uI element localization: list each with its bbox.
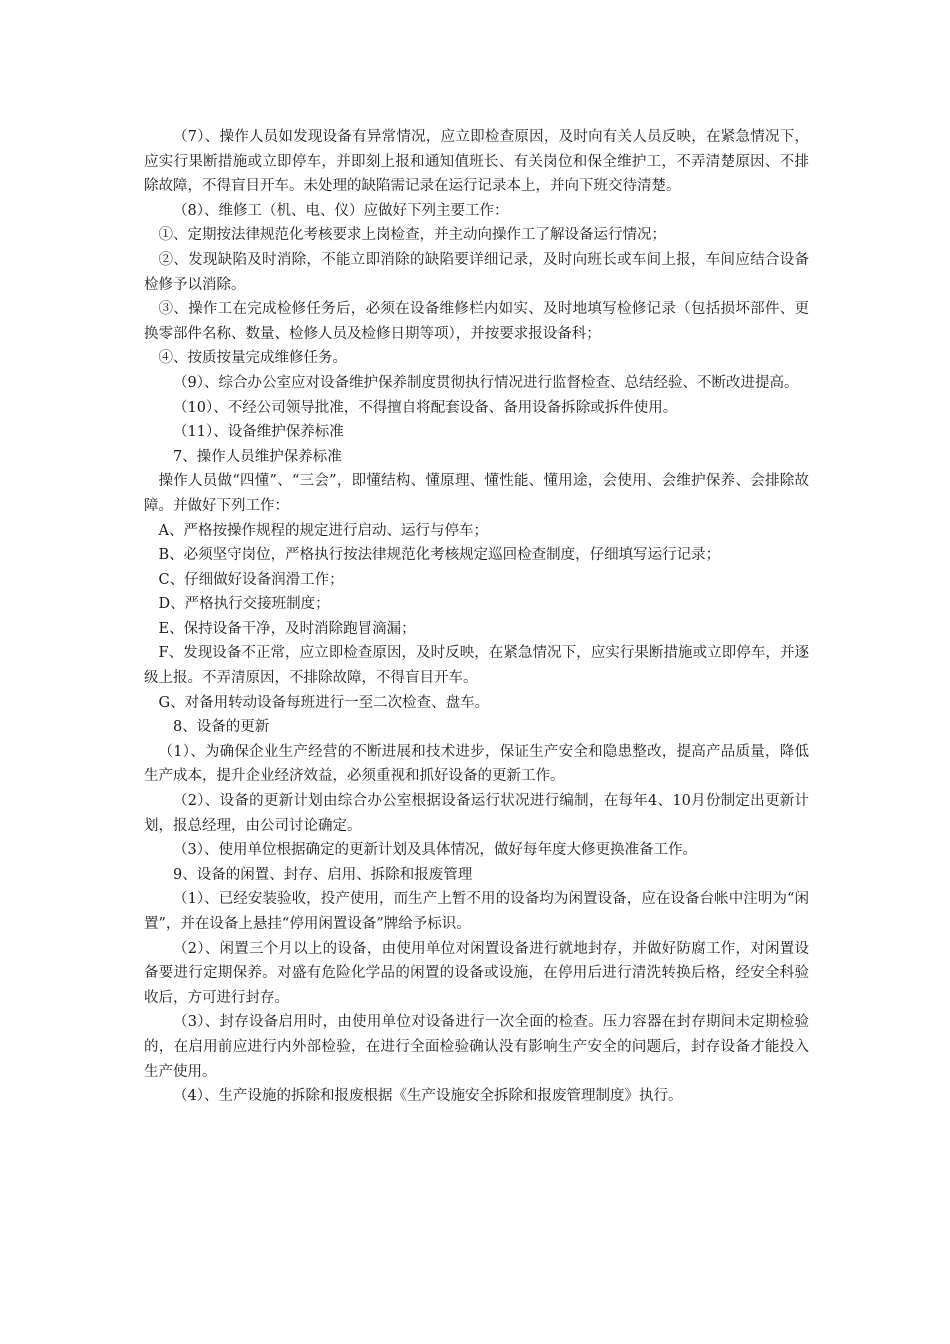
section-heading-8: 8、设备的更新	[173, 719, 270, 736]
update-item-1: （1）、为确保企业生产经营的不断进展和技术进步，保证生产安全和隐患整改，提高产品质量，降低生产成本，提升企业经济效益，必须重视和抓好设备的更新工作。	[144, 743, 809, 785]
idle-item-4: （4）、生产设施的拆除和报废根据《生产设施安全拆除和报废管理制度》执行。	[173, 1088, 683, 1105]
paragraph-8-item-4: ④、按质按量完成维修任务。	[158, 350, 347, 367]
paragraph-7: （7）、操作人员如发现设备有异常情况，应立即检查原因，及时向有关人员反映，在紧急情况下，应实行果断措施或立即停车，并即刻上报和通知值班长、有关岗位和保全维护工，不弄清楚原因、不排除故障，不得盲目开车。未处理的缺陷需记录在运行记录本上，并向下班交待清楚。	[144, 129, 809, 195]
idle-item-2: （2）、闲置三个月以上的设备，由使用单位对闲置设备进行就地封存，并做好防腐工作，对闲置设备要进行定期保养。对盛有危险化学品的闲置的设备或设施，在停用后进行清洗转换后格，经安全科验收后，方可进行封存。	[144, 940, 809, 1006]
update-item-2: （2）、设备的更新计划由综合办公室根据设备运行状况进行编制，在每年4、10月份制定出更新计划，报总经理，由公司讨论确定。	[144, 793, 809, 834]
idle-item-1: （1）、已经安装验收，投产使用，而生产上暂不用的设备均为闲置设备，应在设备台帐中注明为“闲置”，并在设备上悬挂“停用闲置设备”牌给予标识。	[144, 891, 809, 932]
operator-intro: 操作人员做“四懂”、“三会”，即懂结构、懂原理、懂性能、懂用途，会使用、会维护保养、会排除故障。并做好下列工作：	[144, 473, 809, 514]
operator-item-c: C、仔细做好设备润滑工作；	[158, 571, 344, 588]
paragraph-10: （10）、不经公司领导批准，不得擅自将配套设备、备用设备拆除或拆件使用。	[173, 399, 678, 416]
update-item-3: （3）、使用单位根据确定的更新计划及具体情况，做好每年度大修更换准备工作。	[173, 842, 697, 859]
operator-item-f: F、发现设备不正常，应立即检查原因，及时反映，在紧急情况下，应实行果断措施或立即停车，并逐级上报。不弄清原因，不排除故障，不得盲目开车。	[144, 645, 809, 687]
paragraph-8: （8）、维修工（机、电、仪）应做好下列主要工作：	[173, 202, 509, 219]
operator-item-e: E、保持设备干净，及时消除跑冒滴漏；	[158, 620, 416, 637]
paragraph-8-item-3: ③、操作工在完成检修任务后，必须在设备维修栏内如实、及时地填写检修记录（包括损坏部件、更换零部件名称、数量、检修人员及检修日期等项），并按要求报设备科；	[144, 301, 809, 342]
paragraph-8-item-2: ②、发现缺陷及时消除，不能立即消除的缺陷要详细记录，及时向班长或车间上报，车间应结合设备检修予以消除。	[144, 251, 809, 293]
document-body	[144, 125, 809, 1109]
section-heading-9: 9、设备的闲置、封存、启用、拆除和报废管理	[173, 866, 473, 883]
operator-item-g: G、对备用转动设备每班进行一至二次检查、盘车。	[158, 694, 490, 711]
paragraph-8-item-1: ①、定期按法律规范化考核要求上岗检查，并主动向操作工了解设备运行情况；	[158, 227, 666, 244]
operator-item-b: B、必须坚守岗位，严格执行按法律规范化考核规定巡回检查制度，仔细填写运行记录；	[158, 547, 721, 564]
idle-item-3: （3）、封存设备启用时，由使用单位对设备进行一次全面的检查。压力容器在封存期间未定期检验的，在启用前应进行内外部检验，在进行全面检验确认没有影响生产安全的问题后，封存设备才能投入生产使用。	[144, 1014, 809, 1080]
paragraph-9: （9）、综合办公室应对设备维护保养制度贯彻执行情况进行监督检查、总结经验、不断改进提高。	[173, 374, 799, 391]
paragraph-11: （11）、设备维护保养标准	[173, 424, 344, 441]
operator-item-a: A、严格按操作规程的规定进行启动、运行与停车；	[158, 522, 488, 539]
operator-item-d: D、严格执行交接班制度；	[158, 596, 330, 613]
section-heading-7: 7、操作人员维护保养标准	[173, 448, 342, 465]
